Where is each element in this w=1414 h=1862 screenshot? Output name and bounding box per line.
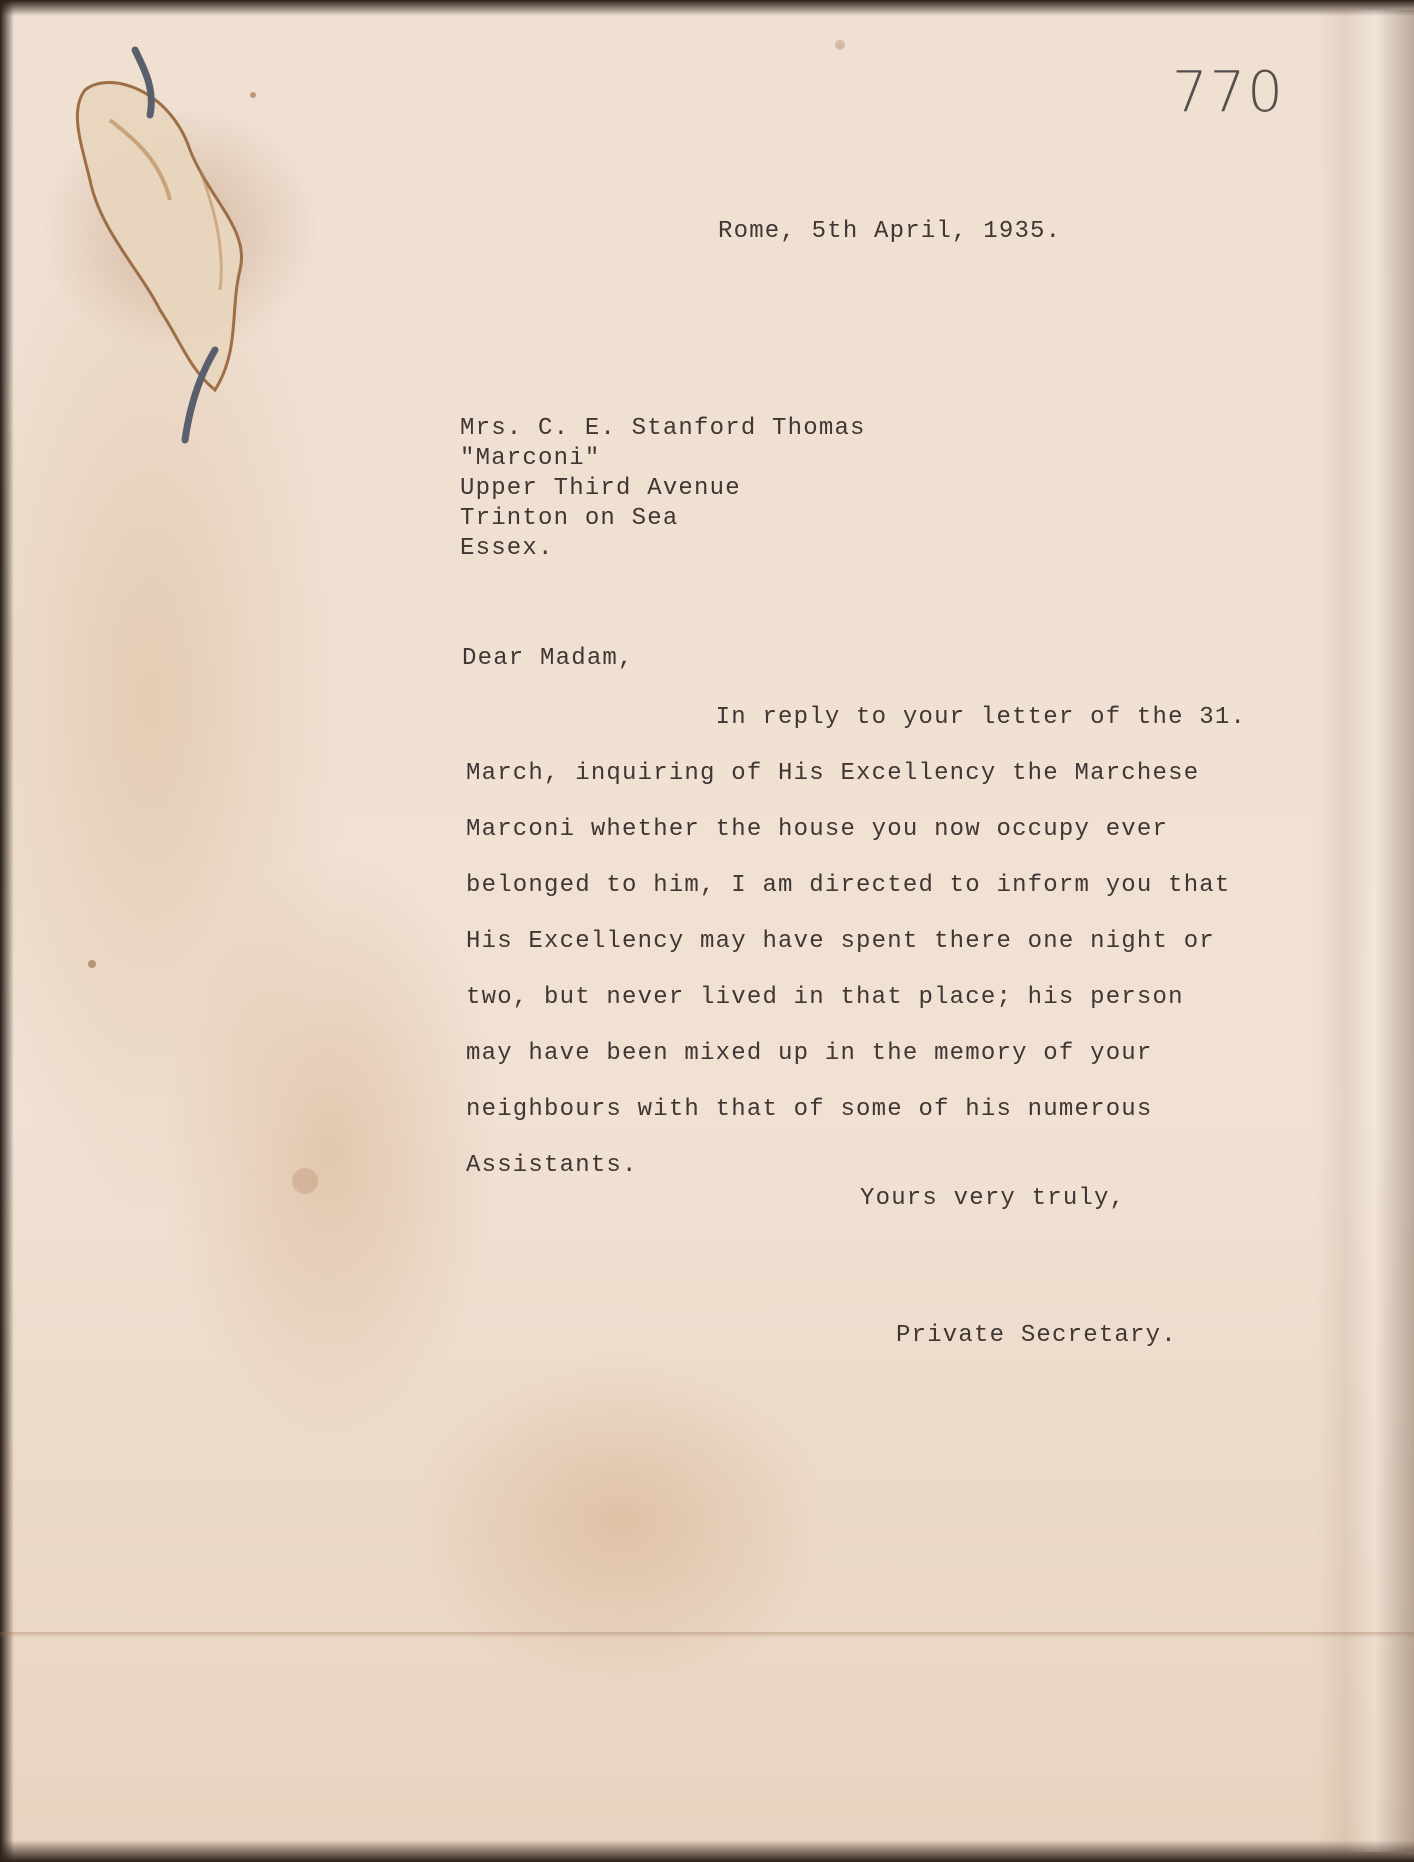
foxing-spot [292,1168,318,1194]
body-line: two, but never lived in that place; his person [466,984,1184,1011]
address-line: Mrs. C. E. Stanford Thomas [460,415,866,442]
recipient-address [460,414,866,564]
body-line: March, inquiring of His Excellency the Marchese [466,760,1200,787]
address-line: Essex. [460,535,554,562]
scan-edge-top [0,0,1414,16]
paper-right-edge [1316,10,1414,1852]
closing: Yours very truly, [860,1185,1126,1212]
body-line: belonged to him, I am directed to inform you that [466,872,1231,899]
letter-body [466,690,1246,1194]
body-line: In reply to your letter of the 31. [466,704,1247,731]
address-line: Upper Third Avenue [460,475,741,502]
body-line: neighbours with that of some of his numerous [466,1096,1153,1123]
address-line: "Marconi" [460,445,601,472]
address-line: Trinton on Sea [460,505,679,532]
letter-date: Rome, 5th April, 1935. [718,218,1062,245]
scan-edge-left [0,0,14,1862]
body-line: may have been mixed up in the memory of your [466,1040,1153,1067]
body-line: His Excellency may have spent there one night or [466,928,1215,955]
signature-title: Private Secretary. [896,1322,1177,1349]
foxing-spot [88,960,96,968]
salutation: Dear Madam, [462,645,634,672]
paper-fold-line [0,1632,1414,1638]
archive-number-handwritten: 770 [1172,60,1285,125]
rusted-staple-tear [40,30,340,480]
body-line: Marconi whether the house you now occupy ever [466,816,1169,843]
scan-edge-bottom [0,1840,1414,1862]
foxing-spot [835,40,845,50]
foxing-spot [250,92,256,98]
body-line: Assistants. [466,1152,638,1179]
